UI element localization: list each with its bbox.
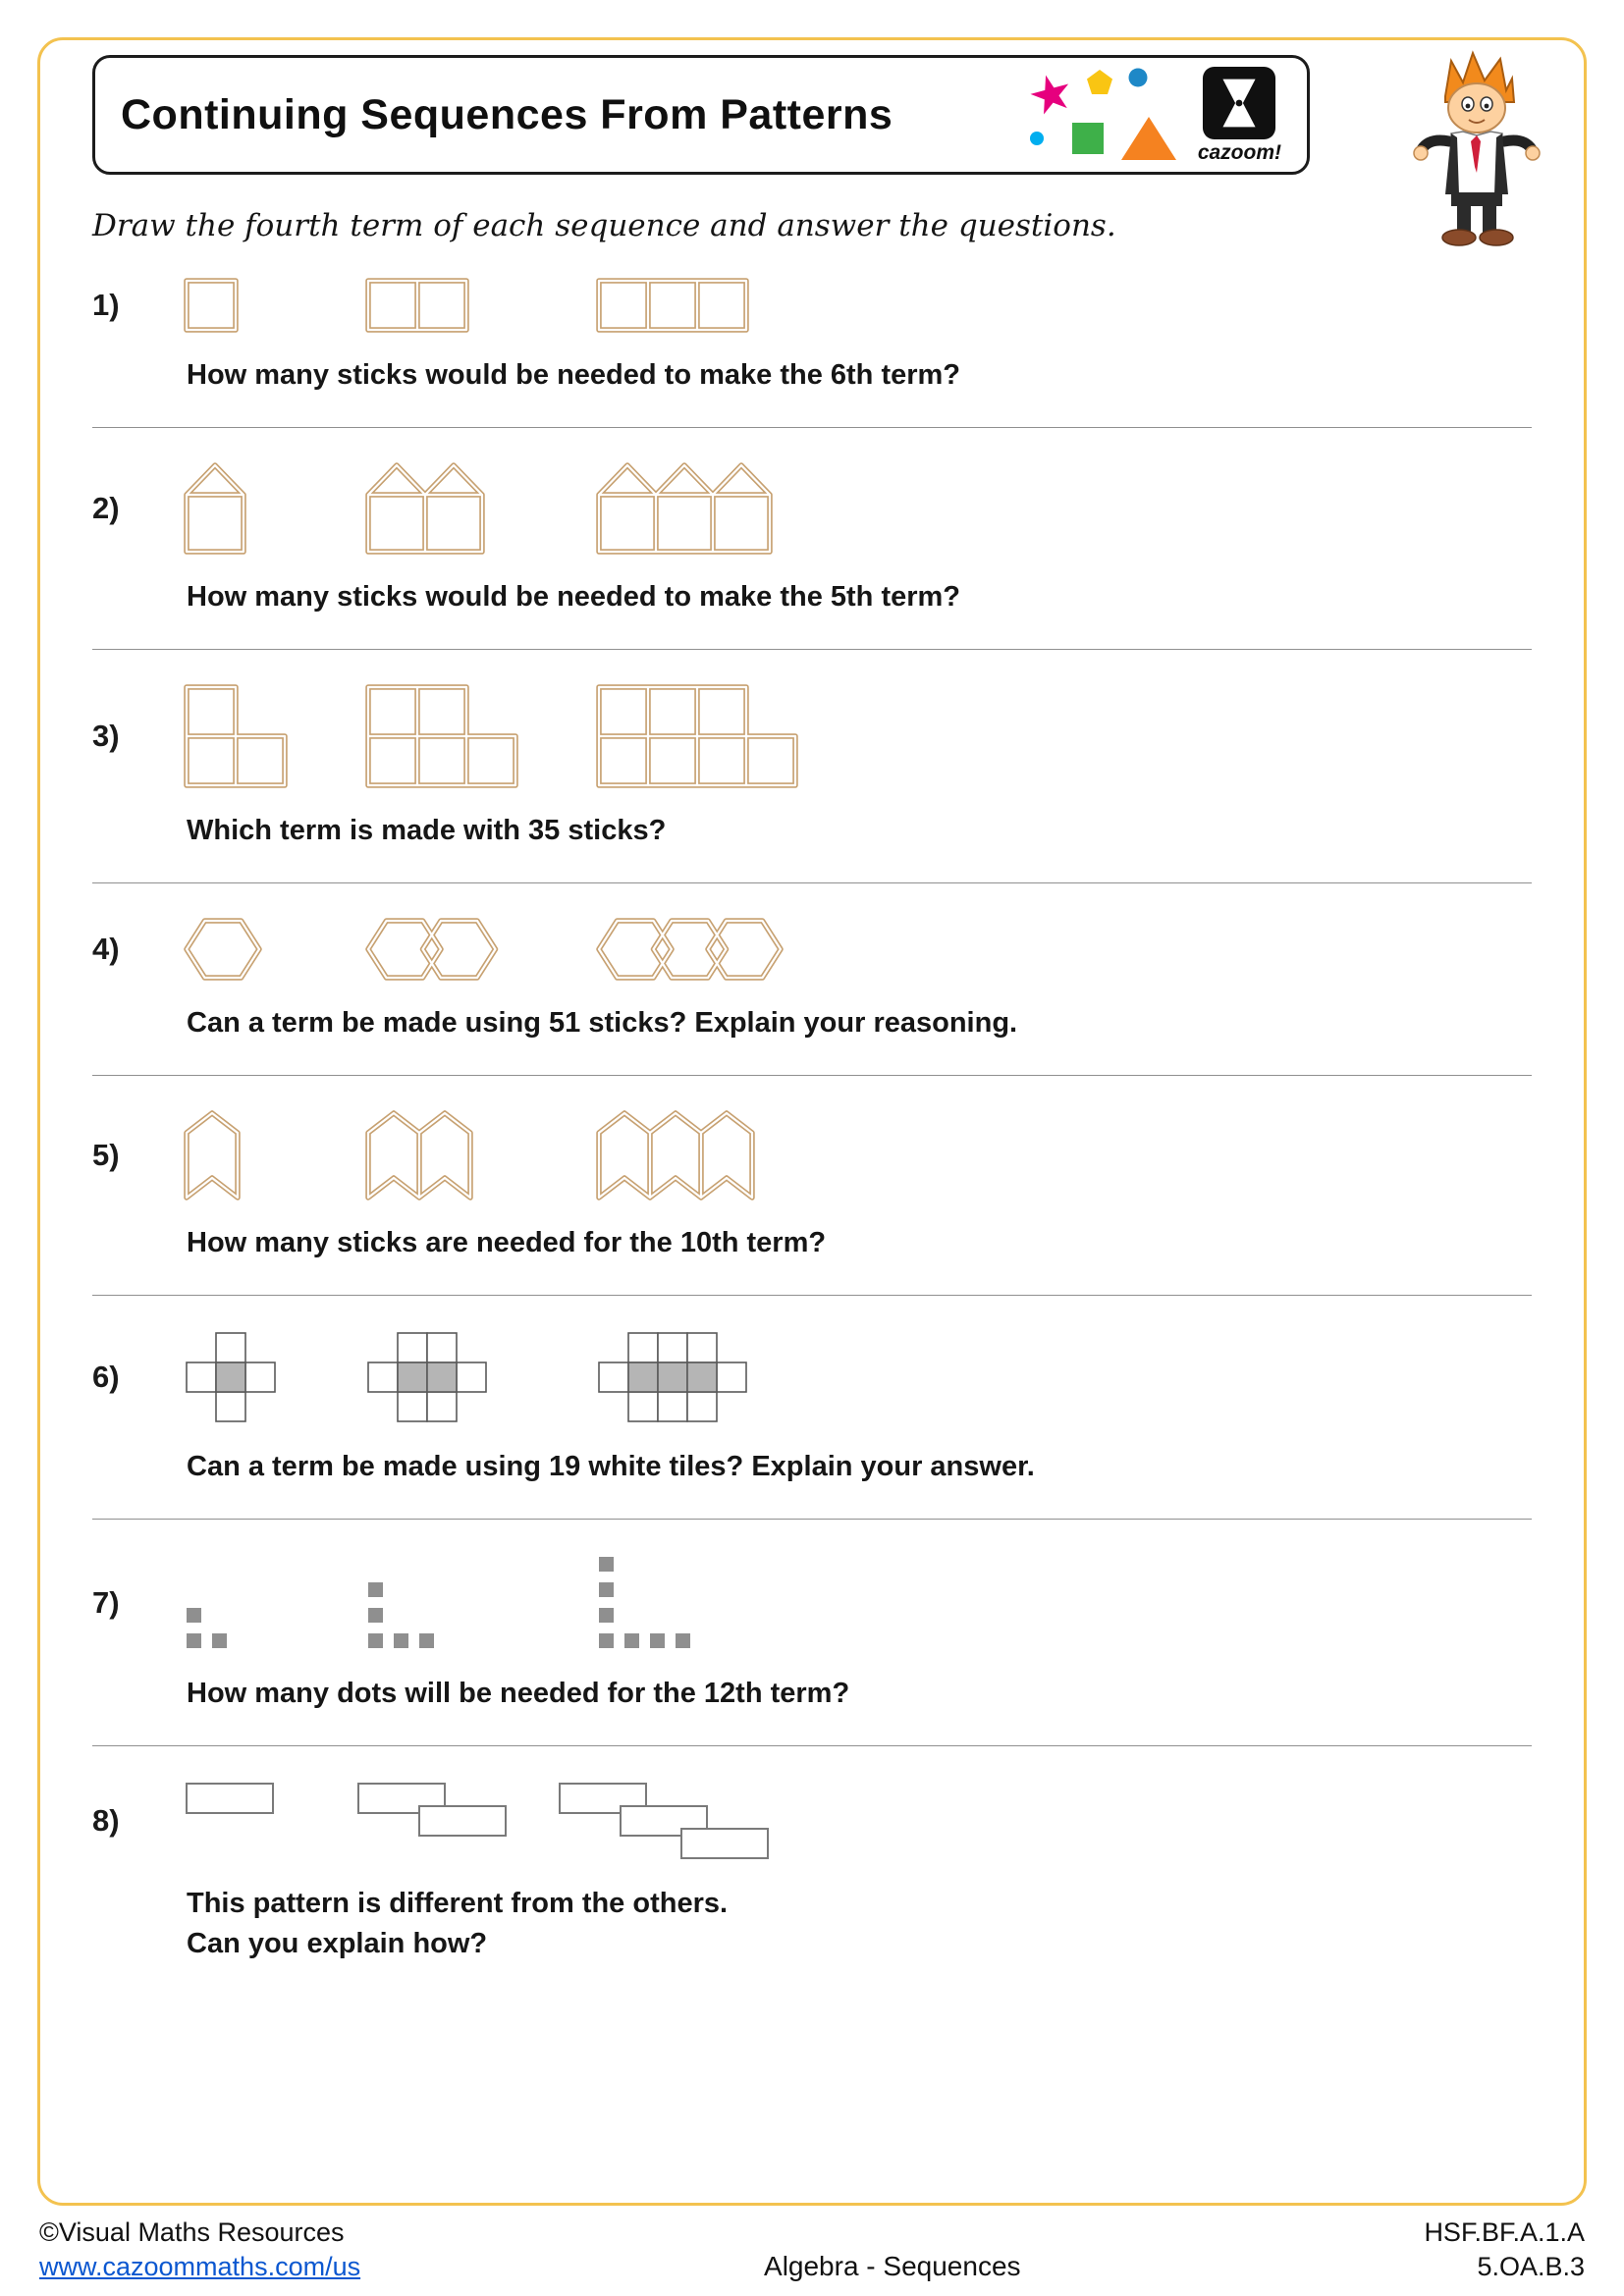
pattern-term-3	[556, 1780, 772, 1862]
question-number: 5)	[92, 1138, 120, 1172]
header	[92, 55, 1532, 175]
cazoom-logo	[1198, 66, 1281, 165]
question-text: Can a term be made using 19 white tiles? Explain your answer.	[187, 1451, 1035, 1482]
pattern-term-3	[595, 1553, 694, 1652]
cazoom-shapes-icon	[1023, 64, 1182, 166]
question-number: 4)	[92, 932, 120, 966]
pattern-term-3	[595, 1109, 756, 1201]
pattern-term-1	[183, 917, 263, 982]
pattern-figure	[187, 1557, 1532, 1648]
question-number: 1)	[92, 288, 120, 322]
question-text: This pattern is different from the others.	[187, 1888, 729, 1919]
question-text-line2: Can you explain how?	[187, 1928, 488, 1959]
question-number: 2)	[92, 491, 120, 525]
question-divider	[92, 1295, 1532, 1296]
pattern-figure	[187, 687, 1532, 785]
question-text: Which term is made with 35 sticks?	[187, 815, 667, 846]
question-divider	[92, 427, 1532, 428]
pattern-figure	[187, 281, 1532, 330]
pattern-term-3	[595, 917, 785, 982]
standard-code-1: HSF.BF.A.1.A	[1424, 2216, 1585, 2247]
pattern-term-3	[595, 461, 774, 556]
question-number: 7)	[92, 1584, 120, 1620]
question-divider	[92, 1075, 1532, 1076]
pattern-term-3	[595, 277, 750, 334]
question-text: How many sticks would be needed to make the 6th term?	[187, 359, 961, 391]
pattern-term-2	[364, 917, 500, 982]
pattern-figure	[187, 1113, 1532, 1198]
pattern-term-1	[183, 277, 240, 334]
pattern-term-1	[183, 1780, 277, 1817]
page-title: Continuing Sequences From Patterns	[121, 90, 893, 138]
pattern-term-3	[595, 1329, 750, 1425]
question-divider	[92, 649, 1532, 650]
pattern-figure	[187, 465, 1532, 552]
pattern-term-2	[364, 277, 470, 334]
pattern-term-1	[183, 1604, 231, 1652]
question-text: How many sticks are needed for the 10th term?	[187, 1227, 827, 1258]
website-link[interactable]: www.cazoommaths.com/us	[39, 2251, 361, 2281]
question-text: How many dots will be needed for the 12th term?	[187, 1678, 850, 1709]
logo-cluster	[1023, 64, 1281, 166]
pattern-term-2	[364, 461, 486, 556]
footer-left	[39, 2216, 360, 2284]
pattern-figure	[187, 1333, 1532, 1421]
question-block	[92, 1784, 1532, 1960]
question-divider	[92, 882, 1532, 883]
question-block	[92, 1113, 1532, 1296]
question-block	[92, 281, 1532, 428]
pattern-term-2	[364, 683, 519, 789]
pattern-figure	[187, 1784, 1532, 1858]
question-block	[92, 687, 1532, 883]
footer	[39, 2216, 1585, 2284]
mascot-character	[1412, 47, 1542, 251]
pattern-term-2	[354, 1780, 510, 1840]
pattern-figure	[187, 921, 1532, 978]
pattern-term-1	[183, 461, 247, 556]
cazoom-wordmark: cazoom!	[1197, 140, 1281, 164]
standard-code-2: 5.OA.B.3	[1477, 2251, 1585, 2281]
pattern-term-1	[183, 1329, 279, 1425]
instruction-text: Draw the fourth term of each sequence and answer the questions.	[92, 208, 1116, 243]
question-text: Can a term be made using 51 sticks? Explain your reasoning.	[187, 1007, 1018, 1039]
question-block	[92, 921, 1532, 1076]
question-divider	[92, 1519, 1532, 1520]
pattern-term-3	[595, 683, 799, 789]
copyright-text: ©Visual Maths Resources	[39, 2216, 345, 2247]
question-block	[92, 1333, 1532, 1520]
pattern-term-2	[364, 1109, 474, 1201]
question-number: 3)	[92, 719, 120, 753]
pattern-term-1	[183, 683, 289, 789]
pattern-term-1	[183, 1109, 242, 1201]
footer-standards	[1424, 2216, 1585, 2284]
question-divider	[92, 1745, 1532, 1746]
cazoom-emblem-icon	[1202, 66, 1276, 140]
questions-list	[92, 281, 1532, 1960]
pattern-term-2	[364, 1578, 438, 1652]
title-box	[92, 55, 1310, 175]
question-number: 6)	[92, 1360, 120, 1394]
question-block	[92, 465, 1532, 650]
pattern-term-2	[364, 1329, 490, 1425]
question-block	[92, 1557, 1532, 1746]
question-text: How many sticks would be needed to make the 5th term?	[187, 581, 961, 613]
footer-topic: Algebra - Sequences	[764, 2251, 1021, 2281]
question-number: 8)	[92, 1803, 120, 1838]
